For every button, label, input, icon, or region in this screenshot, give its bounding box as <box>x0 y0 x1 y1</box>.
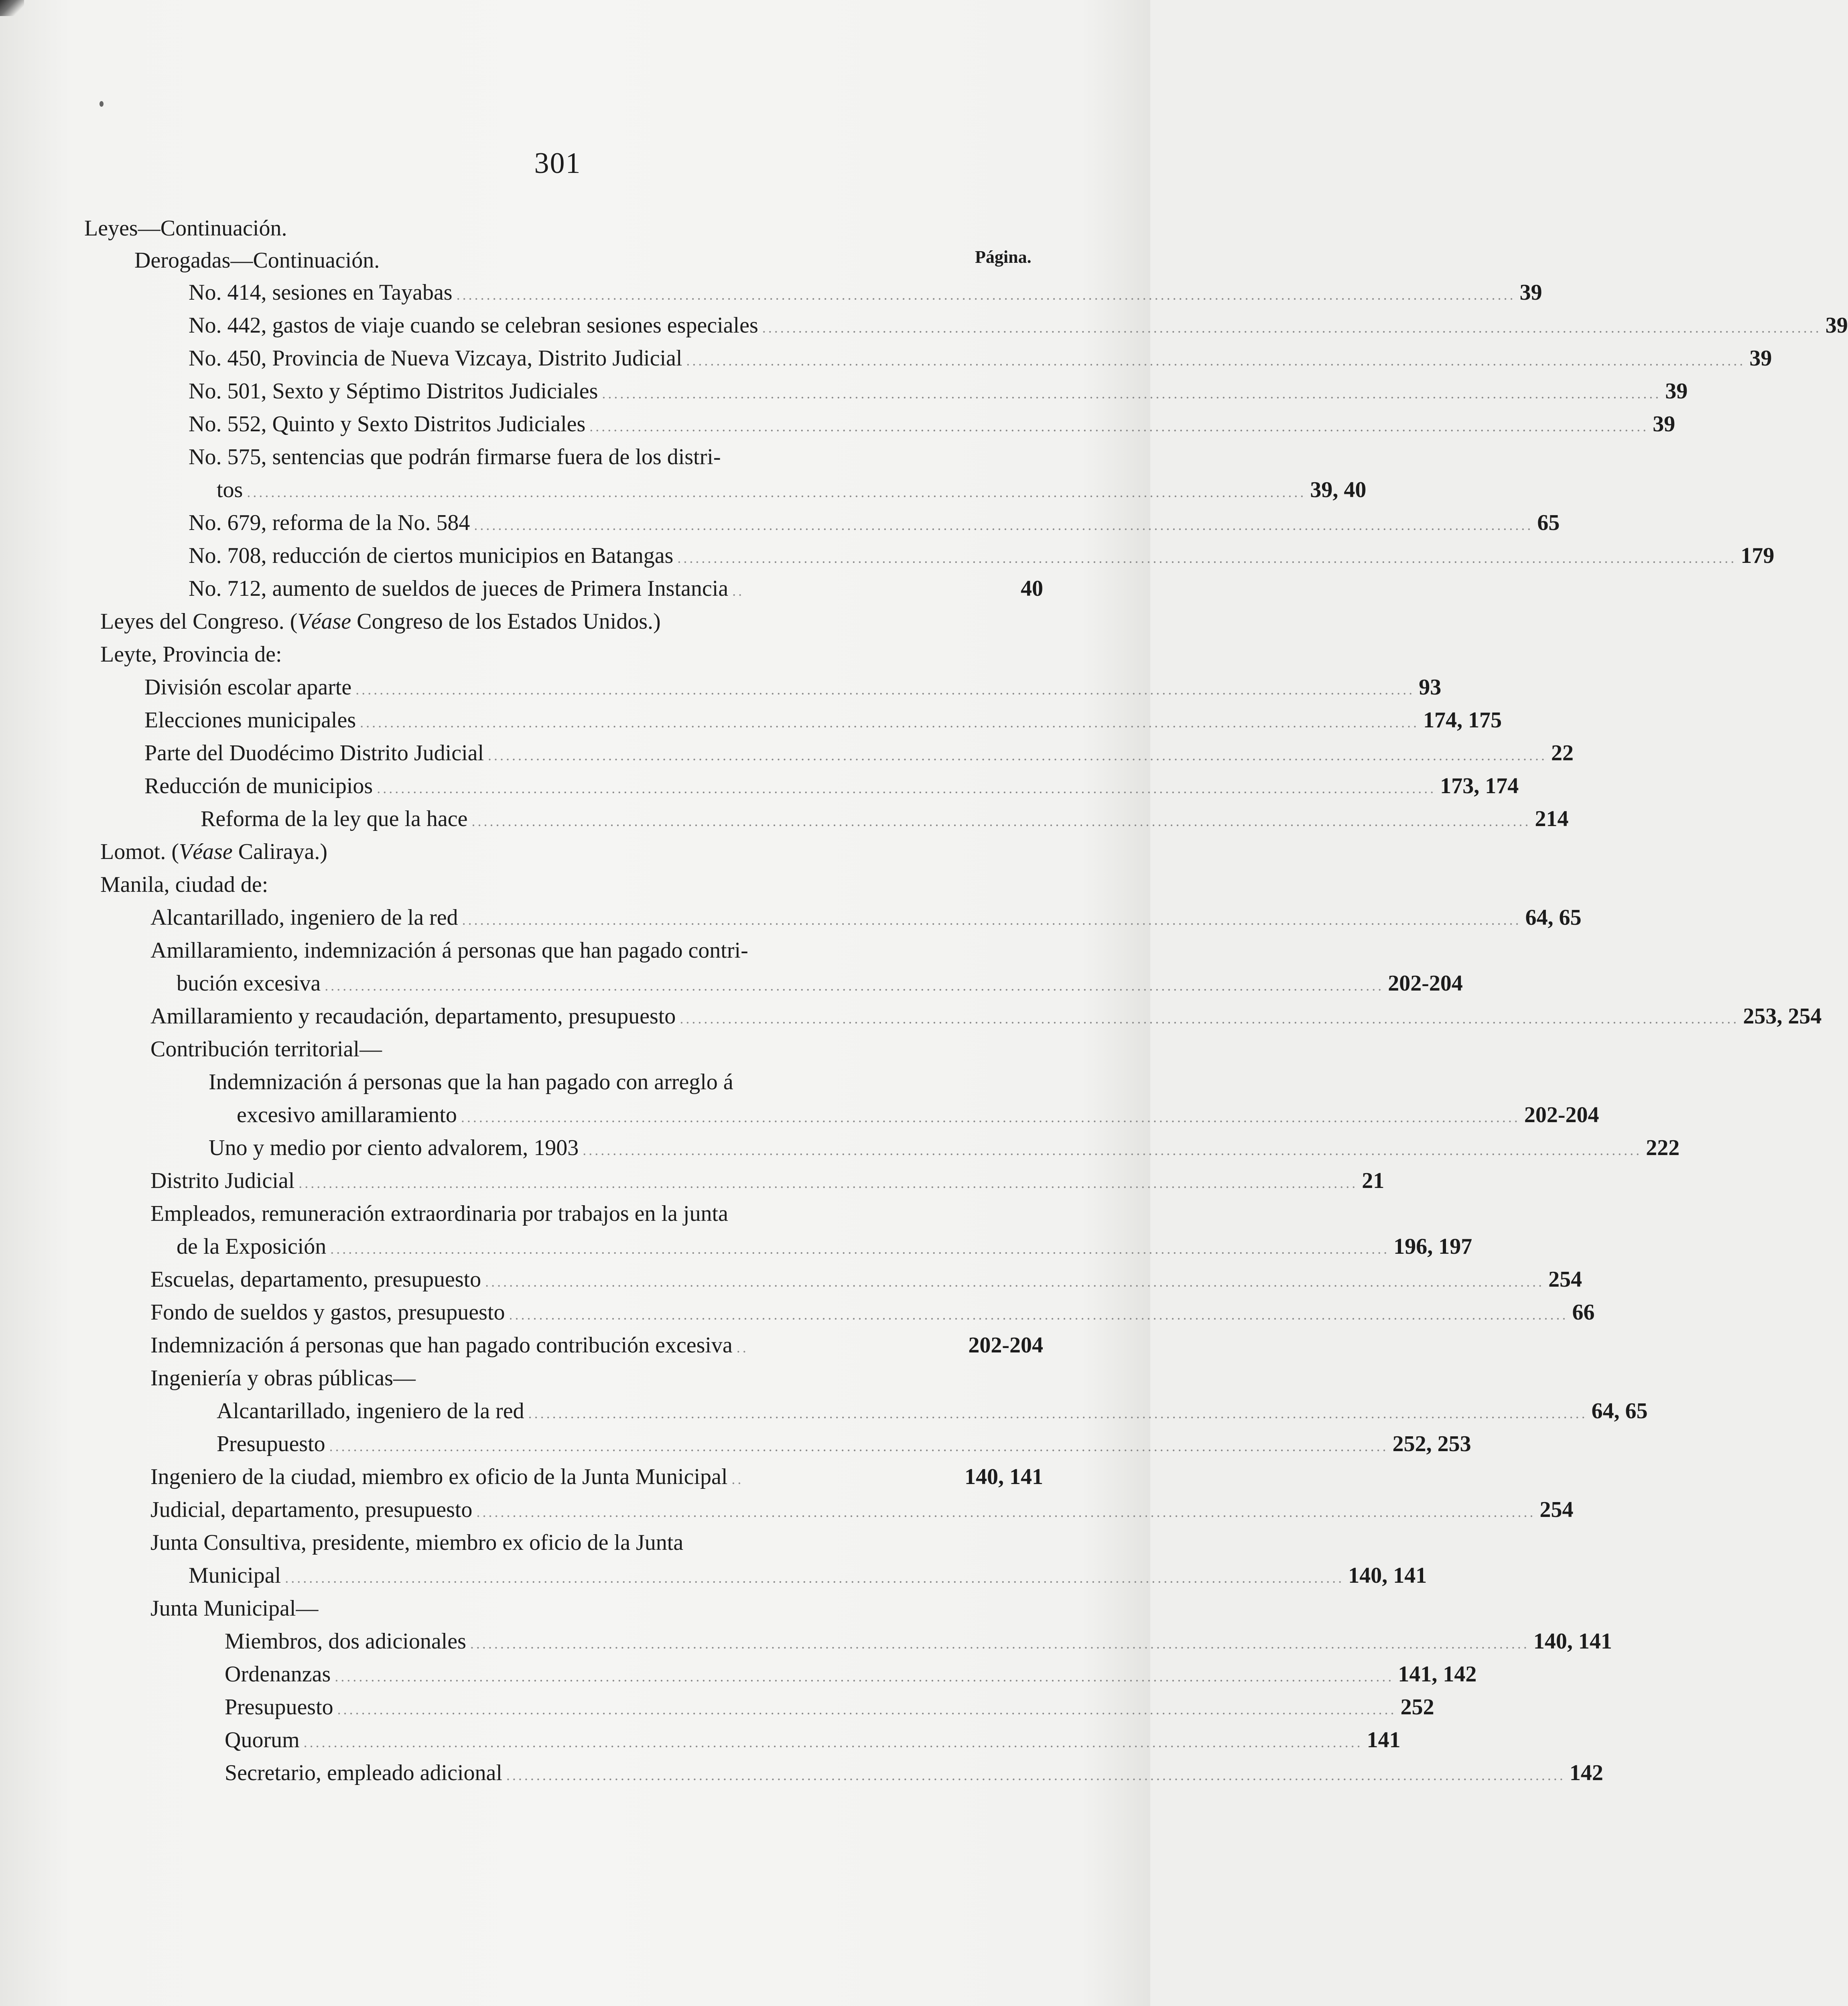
entry-page: 141 <box>1367 1728 1401 1752</box>
entry-page: 65 <box>1537 510 1560 535</box>
index-entry <box>189 1559 1427 1592</box>
entry-text: Reducción de municipios <box>144 774 373 798</box>
leader-dots: .. <box>732 583 745 599</box>
leader-dots: ................................................................................................................................................................................ <box>355 682 1415 698</box>
leader-dots: .. <box>731 1471 744 1487</box>
index-entry <box>225 1724 1401 1756</box>
leader-dots: ................................................................................................................................................................................ <box>337 1701 1397 1718</box>
index-entry <box>144 770 1519 802</box>
leader-dots: ................................................................................................................................................................................ <box>589 418 1649 434</box>
entry-text: No. 501, Sexto y Séptimo Distritos Judiciales <box>189 379 598 404</box>
index-entry <box>189 408 1675 441</box>
entry-page: 21 <box>1362 1168 1385 1193</box>
leader-dots: ................................................................................................................................................................................ <box>762 320 1822 336</box>
entry-text: Uno y medio por ciento advalorem, 1903 <box>209 1135 579 1160</box>
entry-label: Leyes del Congreso. <box>100 609 284 634</box>
page-corner-shadow <box>0 0 24 16</box>
entry-page: 252, 253 <box>1392 1431 1471 1456</box>
entry-text: Miembros, dos adicionales <box>225 1629 466 1654</box>
entry-page: 141, 142 <box>1398 1662 1477 1687</box>
entry-page: 93 <box>1419 675 1442 700</box>
leader-dots: ................................................................................................................................................................................ <box>471 813 1531 829</box>
entry-page: 174, 175 <box>1423 708 1502 733</box>
entry-page: 254 <box>1539 1497 1574 1522</box>
paper-speck <box>100 101 104 107</box>
entry-text: No. 708, reducción de ciertos municipios en Batangas <box>189 543 674 568</box>
index-entry <box>150 901 1582 934</box>
entry-page: 202-204 <box>1524 1102 1599 1127</box>
index-entry <box>150 1296 1595 1329</box>
entry-page: 173, 174 <box>1440 774 1519 798</box>
see-also-label: Véase <box>179 839 233 864</box>
leader-dots: ................................................................................................................................................................................ <box>360 715 1420 731</box>
entry-page: 142 <box>1569 1760 1603 1785</box>
leader-dots: ................................................................................................................................................................................ <box>488 747 1547 763</box>
leader-dots: ................................................................................................................................................................................ <box>476 1504 1536 1520</box>
entry-text: Quorum <box>225 1728 300 1752</box>
entry-text: Municipal <box>189 1563 281 1588</box>
index-entry-continued: Junta Consultiva, presidente, miembro ex oficio de la Junta <box>150 1530 684 1555</box>
index-entry <box>144 671 1442 704</box>
heading-leyte: Leyte, Provincia de: <box>100 642 282 667</box>
index-entry <box>217 1395 1648 1427</box>
leader-dots: ................................................................................................................................................................................ <box>461 1109 1520 1125</box>
entry-page: 39 <box>1665 379 1688 404</box>
index-entry <box>189 309 1848 342</box>
entry-text: Alcantarillado, ingeniero de la red <box>150 905 458 930</box>
entry-page: 40 <box>1021 576 1043 601</box>
entry-text: No. 414, sesiones en Tayabas <box>189 280 453 305</box>
leader-dots: ................................................................................................................................................................................ <box>680 1011 1739 1027</box>
cross-ref: Caliraya.) <box>238 839 328 864</box>
index-entry <box>209 1131 1680 1164</box>
entry-page: 39 <box>1825 313 1848 338</box>
heading-leyes-continuacion: Leyes—Continuación. <box>84 216 287 241</box>
entry-page: 39, 40 <box>1310 477 1367 502</box>
leader-dots: ................................................................................................................................................................................ <box>583 1142 1642 1158</box>
index-entry <box>177 1230 1472 1263</box>
leader-dots: ................................................................................................................................................................................ <box>285 1570 1344 1586</box>
entry-page: 179 <box>1740 543 1775 568</box>
leader-dots: ................................................................................................................................................................................ <box>462 912 1521 928</box>
cross-ref-open: ( <box>171 839 179 864</box>
index-entry <box>150 1493 1574 1526</box>
entry-page: 253, 254 <box>1743 1004 1822 1029</box>
heading-derogadas-continuacion: Derogadas—Continuación. <box>134 248 380 273</box>
entry-text: excesivo amillaramiento <box>237 1102 457 1127</box>
entry-leyes-del-congreso <box>100 605 661 638</box>
index-entry <box>189 342 1772 375</box>
subheading: Ingeniería y obras públicas— <box>150 1366 416 1391</box>
entry-page: 22 <box>1551 741 1574 765</box>
entry-text: Distrito Judicial <box>150 1168 295 1193</box>
index-entry-continued: Indemnización á personas que la han pagado con arreglo á <box>209 1070 733 1094</box>
index-entry <box>150 1000 1822 1033</box>
subheading: Contribución territorial— <box>150 1037 382 1062</box>
entry-page: 39 <box>1749 346 1772 371</box>
index-entry <box>189 539 1775 572</box>
index-entry <box>189 506 1560 539</box>
entry-text: Parte del Duodécimo Distrito Judicial <box>144 741 484 765</box>
index-entry <box>225 1658 1477 1691</box>
index-entry-continued: Amillaramiento, indemnización á personas que han pagado contri- <box>150 938 748 963</box>
entry-page: 140, 141 <box>965 1464 1043 1489</box>
entry-page: 202-204 <box>968 1333 1043 1358</box>
entry-page: 254 <box>1548 1267 1582 1292</box>
entry-page: 196, 197 <box>1393 1234 1472 1259</box>
leader-dots: ................................................................................................................................................................................ <box>528 1405 1588 1421</box>
index-entry <box>177 967 1463 1000</box>
index-entry <box>237 1098 1599 1131</box>
leader-dots: ................................................................................................................................................................................ <box>330 1241 1390 1257</box>
entry-text: Judicial, departamento, presupuesto <box>150 1497 473 1522</box>
entry-text: Indemnización á personas que han pagado contribución excesiva <box>150 1333 733 1358</box>
entry-text: Amillaramiento y recaudación, departamento, presupuesto <box>150 1004 676 1029</box>
leader-dots: ................................................................................................................................................................................ <box>247 484 1306 500</box>
leader-dots: ................................................................................................................................................................................ <box>602 386 1661 402</box>
leader-dots: ................................................................................................................................................................................ <box>335 1669 1394 1685</box>
leader-dots: ................................................................................................................................................................................ <box>677 550 1737 566</box>
leader-dots: ................................................................................................................................................................................ <box>506 1767 1566 1783</box>
see-also-label: Véase <box>297 609 351 634</box>
index-entry <box>225 1691 1434 1724</box>
entry-text: No. 552, Quinto y Sexto Distritos Judiciales <box>189 412 586 437</box>
entry-text: Escuelas, departamento, presupuesto <box>150 1267 481 1292</box>
entry-page: 64, 65 <box>1591 1399 1648 1423</box>
entry-text: tos <box>217 477 243 502</box>
entry-text: Reforma de la ley que la hace <box>201 806 468 831</box>
index-entry <box>189 375 1688 408</box>
entry-text: de la Exposición <box>177 1234 327 1259</box>
leader-dots: ................................................................................................................................................................................ <box>509 1307 1568 1323</box>
leader-dots: ................................................................................................................................................................................ <box>303 1734 1363 1750</box>
index-entry <box>144 737 1574 770</box>
index-entry <box>189 572 1043 605</box>
entry-text: Presupuesto <box>225 1695 333 1720</box>
index-entry <box>150 1460 1043 1493</box>
index-entry <box>189 276 1542 309</box>
entry-text: No. 442, gastos de viaje cuando se celebran sesiones especiales <box>189 313 758 338</box>
column-header-pagina: Página. <box>975 247 1032 267</box>
entry-page: 39 <box>1519 280 1542 305</box>
entry-page: 64, 65 <box>1525 905 1582 930</box>
entry-text: Ingeniero de la ciudad, miembro ex oficio de la Junta Municipal <box>150 1464 728 1489</box>
entry-text: Secretario, empleado adicional <box>225 1760 502 1785</box>
leader-dots: ................................................................................................................................................................................ <box>485 1274 1545 1290</box>
cross-ref: Congreso de los Estados Unidos.) <box>357 609 661 634</box>
entry-text: No. 679, reforma de la No. 584 <box>189 510 470 535</box>
entry-text: Presupuesto <box>217 1431 325 1456</box>
entry-page: 66 <box>1572 1300 1595 1325</box>
subheading: Junta Municipal— <box>150 1596 319 1621</box>
cross-ref-open: ( <box>290 609 298 634</box>
entry-lomot <box>100 835 327 868</box>
leader-dots: ................................................................................................................................................................................ <box>299 1175 1358 1191</box>
leader-dots: ................................................................................................................................................................................ <box>470 1636 1529 1652</box>
entry-page: 140, 141 <box>1533 1629 1612 1654</box>
entry-text: No. 712, aumento de sueldos de jueces de Primera Instancia <box>189 576 729 601</box>
index-entry <box>150 1164 1385 1197</box>
leader-dots: ................................................................................................................................................................................ <box>474 517 1533 533</box>
index-entry-continued: Empleados, remuneración extraordinaria por trabajos en la junta <box>150 1201 728 1226</box>
leader-dots: ................................................................................................................................................................................ <box>325 978 1384 994</box>
leader-dots: ................................................................................................................................................................................ <box>329 1438 1389 1454</box>
index-entry-continued: No. 575, sentencias que podrán firmarse fuera de los distri- <box>189 445 721 469</box>
entry-text: Elecciones municipales <box>144 708 356 733</box>
index-entry <box>201 802 1569 835</box>
index-entry <box>150 1329 1043 1362</box>
leader-dots: ................................................................................................................................................................................ <box>686 353 1746 369</box>
entry-text: Ordenanzas <box>225 1662 331 1687</box>
index-entry <box>225 1625 1612 1658</box>
entry-text: División escolar aparte <box>144 675 352 700</box>
index-entry <box>144 704 1502 737</box>
entry-page: 202-204 <box>1388 971 1463 996</box>
entry-page: 252 <box>1400 1695 1434 1720</box>
entry-text: Alcantarillado, ingeniero de la red <box>217 1399 524 1423</box>
index-entry <box>217 473 1367 506</box>
entry-text: No. 450, Provincia de Nueva Vizcaya, Distrito Judicial <box>189 346 682 371</box>
index-entry <box>225 1756 1603 1789</box>
entry-label: Lomot. <box>100 839 166 864</box>
page-number: 301 <box>534 147 581 180</box>
leader-dots: ................................................................................................................................................................................ <box>377 780 1436 796</box>
entry-page: 39 <box>1653 412 1675 437</box>
index-entry <box>217 1427 1471 1460</box>
heading-manila: Manila, ciudad de: <box>100 872 268 897</box>
index-entry <box>150 1263 1582 1296</box>
entry-text: bución excesiva <box>177 971 321 996</box>
leader-dots: .. <box>736 1340 749 1356</box>
entry-page: 140, 141 <box>1348 1563 1427 1588</box>
entry-text: Fondo de sueldos y gastos, presupuesto <box>150 1300 505 1325</box>
entry-page: 214 <box>1535 806 1569 831</box>
entry-page: 222 <box>1646 1135 1680 1160</box>
leader-dots: ................................................................................................................................................................................ <box>456 287 1516 303</box>
